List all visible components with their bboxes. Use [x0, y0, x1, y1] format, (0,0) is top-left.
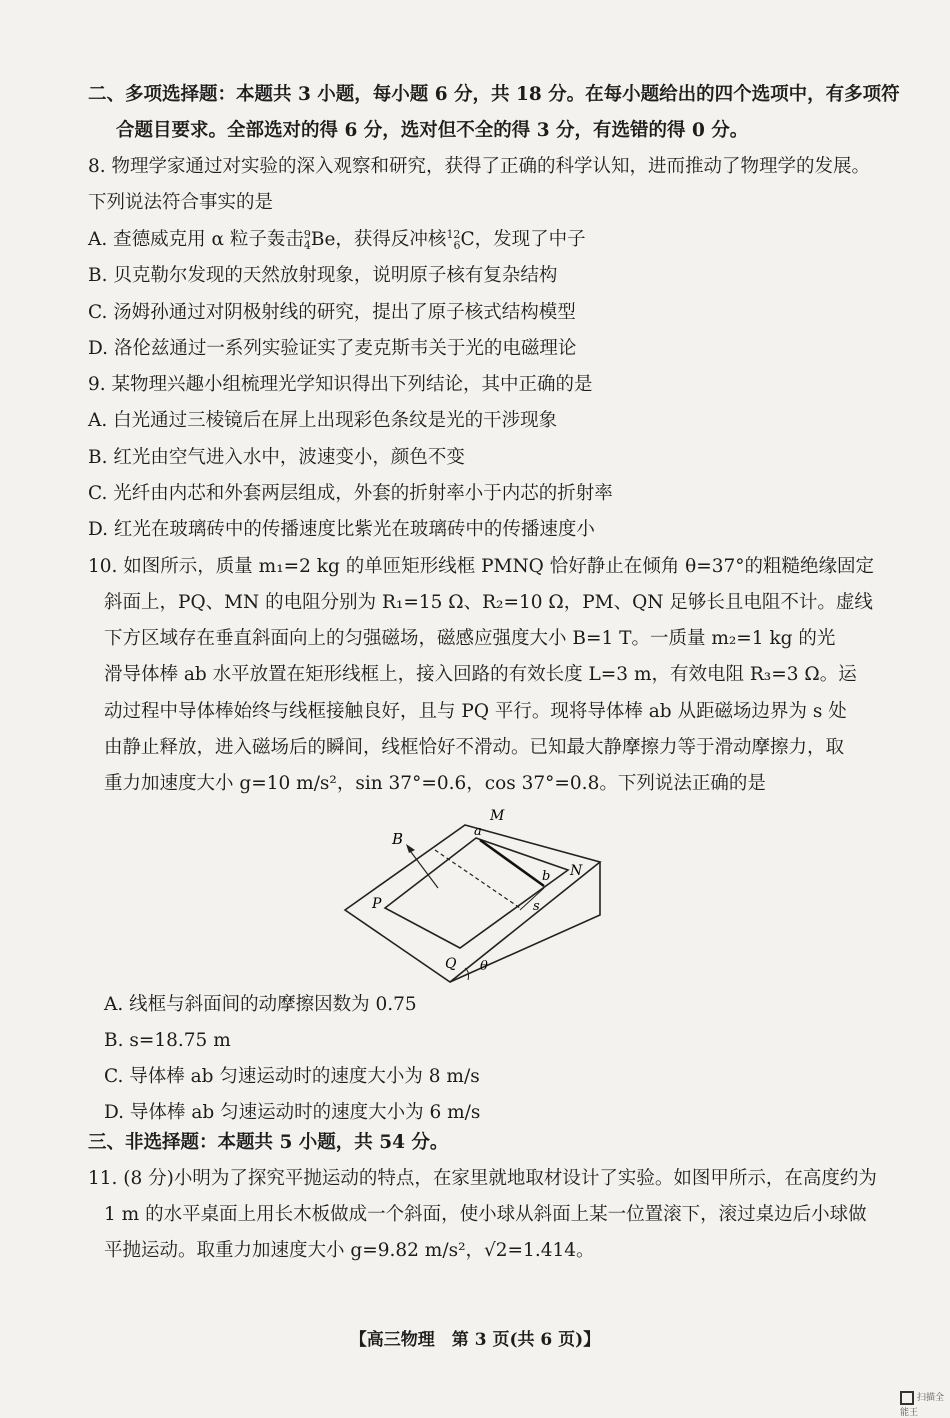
scanner-watermark: 扫描全能王 [900, 1390, 950, 1418]
label-a: a [474, 824, 482, 839]
incline-top-surface [345, 825, 600, 982]
label-P: P [372, 896, 382, 912]
q10-stem-line3: 下方区域存在垂直斜面向上的匀强磁场，磁感应强度大小 B=1 T。一质量 m₂=1 kg 的光 [104, 628, 836, 649]
q10-incline-figure [330, 800, 620, 990]
rod-ab [480, 840, 544, 886]
q10-option-b: B. s=18.75 m [104, 1030, 231, 1051]
q10-option-a: A. 线框与斜面间的动摩擦因数为 0.75 [104, 994, 417, 1015]
label-N: N [570, 863, 583, 879]
label-M: M [490, 808, 505, 824]
page-footer: 【高三物理 第 3 页(共 6 页)】 [349, 1330, 601, 1350]
q8-stem-cont: 下列说法符合事实的是 [88, 192, 274, 213]
q9-stem: 9. 某物理兴趣小组梳理光学知识得出下列结论，其中正确的是 [88, 374, 593, 395]
q8-option-c: C. 汤姆孙通过对阴极射线的研究，提出了原子核式结构模型 [88, 302, 576, 323]
label-b: b [542, 869, 551, 884]
q10-stem-line2: 斜面上，PQ、MN 的电阻分别为 R₁=15 Ω、R₂=10 Ω，PM、QN 足够长且电阻不计。虚线 [104, 592, 873, 613]
q9-option-b: B. 红光由空气进入水中，波速变小，颜色不变 [88, 447, 465, 468]
q10-stem-line7: 重力加速度大小 g=10 m/s²，sin 37°=0.6，cos 37°=0.8。下列说法正确的是 [104, 773, 766, 794]
q9-option-d: D. 红光在玻璃砖中的传播速度比紫光在玻璃砖中的传播速度小 [88, 519, 595, 540]
q10-stem-line6: 由静止释放，进入磁场后的瞬间，线框恰好不滑动。已知最大静摩擦力等于滑动摩擦力，取 [104, 737, 845, 758]
label-theta: θ [480, 959, 488, 974]
q9-option-c: C. 光纤由内芯和外套两层组成，外套的折射率小于内芯的折射率 [88, 483, 613, 504]
q10-stem-line4: 滑导体棒 ab 水平放置在矩形线框上，接入回路的有效长度 L=3 m，有效电阻 R₃=3 Ω。运 [104, 664, 857, 685]
q8-option-a: A. 查德威克用 α 粒子轰击9 4Be，获得反冲核12 6C，发现了中子 [88, 228, 586, 252]
section2-heading-line1: 二、多项选择题：本题共 3 小题，每小题 6 分，共 18 分。在每小题给出的四个选项中，有多项符 [88, 84, 900, 105]
qr-icon [900, 1391, 914, 1405]
b-arrowhead [406, 844, 415, 853]
q9-option-a: A. 白光通过三棱镜后在屏上出现彩色条纹是光的干涉现象 [88, 410, 558, 431]
q10-stem-line5: 动过程中导体棒始终与线框接触良好，且与 PQ 平行。现将导体棒 ab 从距磁场边界为 s 处 [104, 701, 847, 722]
q11-stem-line1: 11. (8 分)小明为了探究平抛运动的特点，在家里就地取材设计了实验。如图甲所示，在高度约为 [88, 1168, 877, 1189]
q10-option-c: C. 导体棒 ab 匀速运动时的速度大小为 8 m/s [104, 1066, 480, 1087]
q11-stem-line2: 1 m 的水平桌面上用长木板做成一个斜面，使小球从斜面上某一位置滚下，滚过桌边后小球做 [104, 1204, 867, 1225]
section2-heading-line2: 合题目要求。全部选对的得 6 分，选对但不全的得 3 分，有选错的得 0 分。 [116, 120, 749, 141]
q11-stem-line3: 平抛运动。取重力加速度大小 g=9.82 m/s²，√2=1.414。 [104, 1240, 595, 1261]
label-B: B [392, 830, 404, 848]
section3-heading: 三、非选择题：本题共 5 小题，共 54 分。 [88, 1132, 449, 1153]
q8-option-d: D. 洛伦兹通过一系列实验证实了麦克斯韦关于光的电磁理论 [88, 338, 577, 359]
q10-stem-line1: 10. 如图所示，质量 m₁=2 kg 的单匝矩形线框 PMNQ 恰好静止在倾角 θ=37°的粗糙绝缘固定 [88, 556, 875, 577]
s-arrow [520, 888, 544, 910]
q8-option-b: B. 贝克勒尔发现的天然放射现象，说明原子核有复杂结构 [88, 265, 558, 286]
q10-option-d: D. 导体棒 ab 匀速运动时的速度大小为 6 m/s [104, 1102, 481, 1123]
q8-stem: 8. 物理学家通过对实验的深入观察和研究，获得了正确的科学认知，进而推动了物理学的发展。 [88, 156, 871, 177]
label-s: s [533, 899, 540, 914]
label-Q: Q [445, 956, 457, 972]
